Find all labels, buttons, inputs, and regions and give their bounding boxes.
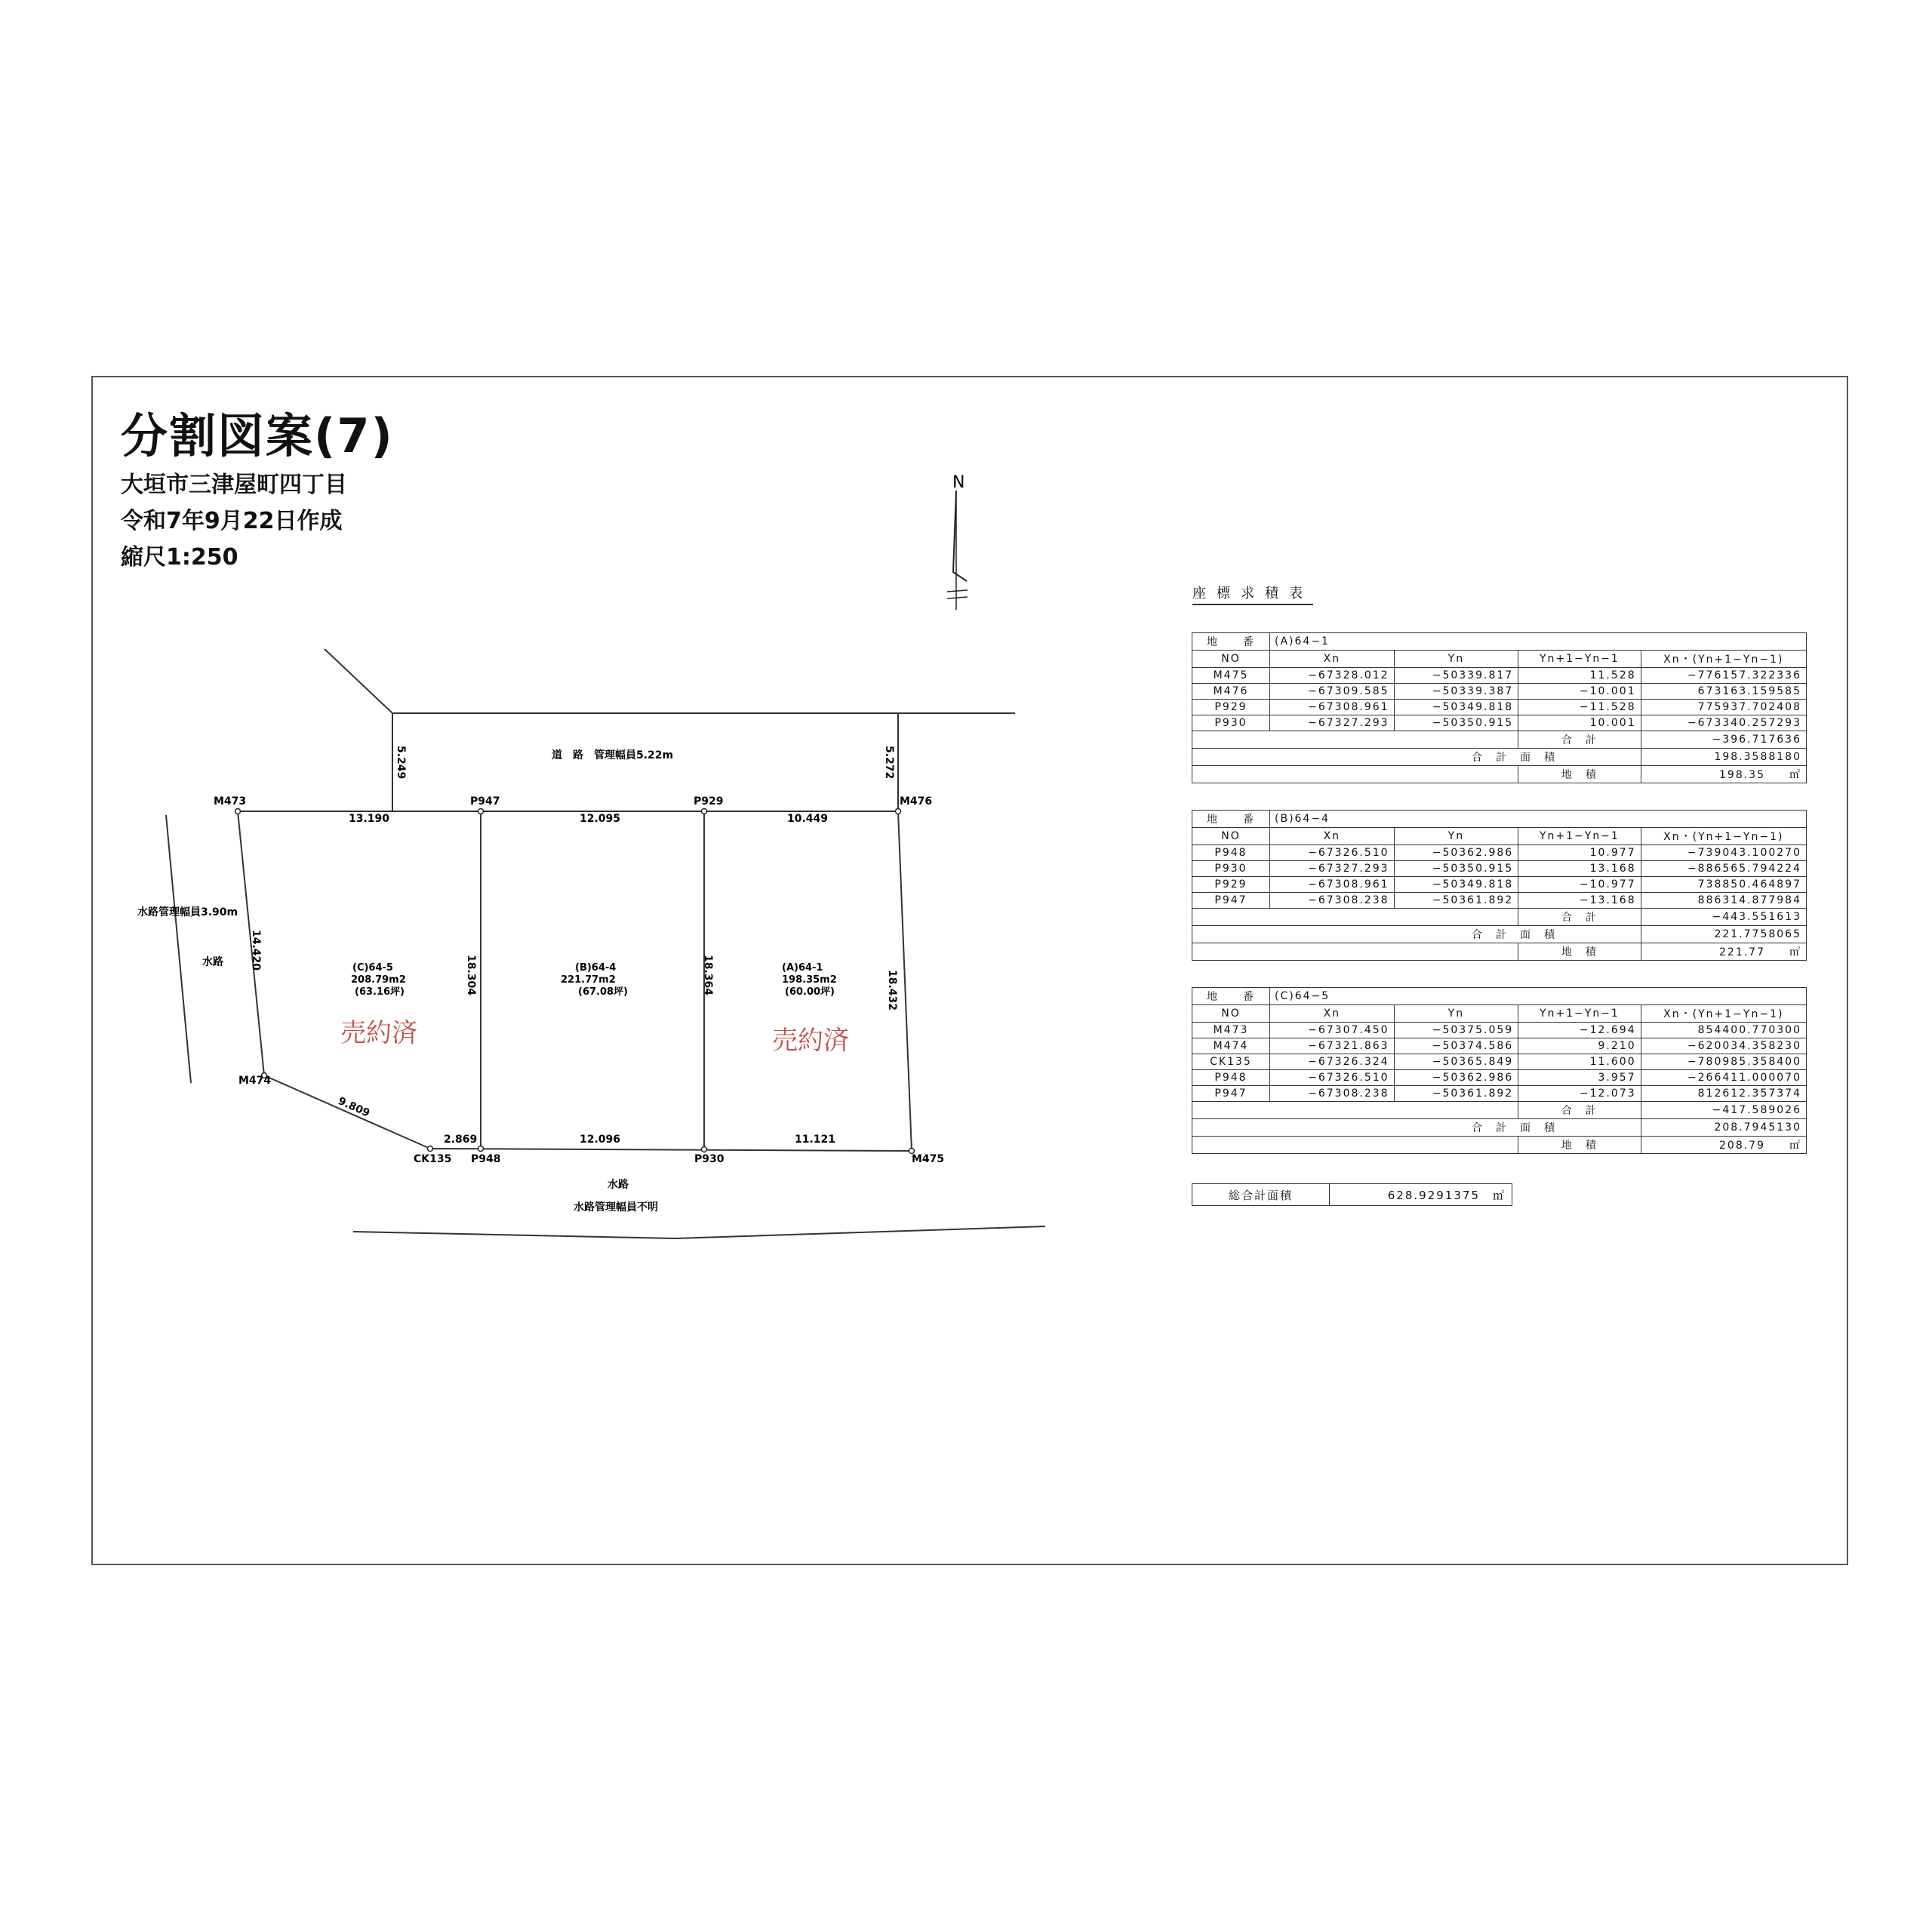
dim-top-1: 13.190 xyxy=(349,813,390,825)
north-arrow-icon xyxy=(947,473,968,610)
col-header: Yn xyxy=(1394,651,1518,668)
cell: −50374.586 xyxy=(1394,1038,1518,1054)
land-area-label: 地 積 xyxy=(1518,943,1641,961)
lot-number-cell: (B)64−4 xyxy=(1270,811,1807,828)
lot-a-tsubo: (60.00坪) xyxy=(785,986,835,998)
address-text: 大垣市三津屋町四丁目 xyxy=(121,472,347,498)
blank-cell xyxy=(1192,1137,1518,1154)
cell: −50362.986 xyxy=(1394,1070,1518,1086)
table-row xyxy=(1192,1023,1807,1038)
cell: −10.001 xyxy=(1518,684,1641,700)
cell: −50365.849 xyxy=(1394,1054,1518,1070)
point-label-m475: M475 xyxy=(912,1153,945,1165)
coordinate-table-title: 座標求積表 xyxy=(1192,583,1313,605)
cell: −67308.961 xyxy=(1270,877,1395,893)
area-unit: ㎡ xyxy=(1789,1140,1801,1152)
point-m476 xyxy=(896,809,901,814)
cell: −50361.892 xyxy=(1394,893,1518,909)
cell: −50375.059 xyxy=(1394,1023,1518,1038)
lot-bottom-boundary xyxy=(430,1149,912,1151)
waterway-bottom-edge xyxy=(353,1226,1045,1238)
point-label-m474: M474 xyxy=(238,1075,272,1087)
cell: −620034.358230 xyxy=(1641,1038,1806,1054)
point-ck135 xyxy=(428,1146,433,1152)
lot-c-info xyxy=(351,962,406,998)
col-header: NO xyxy=(1192,828,1270,845)
cell: −13.168 xyxy=(1518,893,1641,909)
grand-total-unit: ㎡ xyxy=(1492,1188,1506,1202)
table-row xyxy=(1192,1038,1807,1054)
lot-number-cell: (A)64−1 xyxy=(1270,633,1807,651)
cell: −50349.818 xyxy=(1394,700,1518,715)
lot-b-id: (B)64-4 xyxy=(575,962,617,974)
cell: 11.600 xyxy=(1518,1054,1641,1070)
lot-c-id: (C)64-5 xyxy=(352,962,393,974)
col-header: Yn+1−Yn−1 xyxy=(1518,828,1641,845)
col-header: Yn+1−Yn−1 xyxy=(1518,651,1641,668)
lot-b-info xyxy=(561,962,628,998)
cell: 673163.159585 xyxy=(1641,684,1806,700)
table-row xyxy=(1192,1054,1807,1070)
cell: −12.694 xyxy=(1518,1023,1641,1038)
col-header: Yn xyxy=(1394,828,1518,845)
cell: −11.528 xyxy=(1518,700,1641,715)
cell: −50350.915 xyxy=(1394,861,1518,877)
dim-mid-2: 18.364 xyxy=(702,955,714,996)
cell: −673340.257293 xyxy=(1641,715,1806,731)
col-header: Xn xyxy=(1270,828,1395,845)
cell: P947 xyxy=(1192,1086,1270,1102)
cell: −50339.387 xyxy=(1394,684,1518,700)
area-unit: ㎡ xyxy=(1789,946,1801,958)
cell: 9.210 xyxy=(1518,1038,1641,1054)
cell: P930 xyxy=(1192,715,1270,731)
point-label-p947: P947 xyxy=(470,795,500,808)
lot-header-cell: 地 番 xyxy=(1192,633,1270,651)
col-header: Yn+1−Yn−1 xyxy=(1518,1005,1641,1023)
waterway-left-width-label: 水路管理幅員3.90m xyxy=(137,906,238,918)
col-header: Xn・(Yn+1−Yn−1) xyxy=(1641,651,1806,668)
cell: P947 xyxy=(1192,893,1270,909)
lot-b-tsubo: (67.08坪) xyxy=(578,986,629,998)
lot-b-area: 221.77m2 xyxy=(561,974,616,986)
cell: M475 xyxy=(1192,668,1270,684)
cell: −67326.510 xyxy=(1270,845,1395,861)
cell: P930 xyxy=(1192,861,1270,877)
land-area-value: 221.77 xyxy=(1719,946,1765,958)
col-header: Yn xyxy=(1394,1005,1518,1023)
cell: P948 xyxy=(1192,845,1270,861)
land-area-label: 地 積 xyxy=(1518,1137,1641,1154)
col-header: Xn・(Yn+1−Yn−1) xyxy=(1641,828,1806,845)
total-area-label: 合 計 面 積 xyxy=(1192,1119,1641,1137)
cell: CK135 xyxy=(1192,1054,1270,1070)
north-label: N xyxy=(952,473,965,492)
table-row xyxy=(1192,684,1807,700)
dim-right: 18.432 xyxy=(886,970,898,1011)
lot-header-cell: 地 番 xyxy=(1192,811,1270,828)
blank-cell xyxy=(1192,731,1518,749)
coordinate-table-b xyxy=(1192,810,1807,961)
cell: −50350.915 xyxy=(1394,715,1518,731)
road-edge-diagonal xyxy=(325,649,392,713)
dim-road-left: 5.249 xyxy=(395,746,407,780)
total-area-label: 合 計 面 積 xyxy=(1192,749,1641,766)
lot-number-cell: (C)64−5 xyxy=(1270,988,1807,1005)
lot-c-tsubo: (63.16坪) xyxy=(355,986,405,998)
scale-text: 縮尺1:250 xyxy=(121,544,238,571)
point-label-p948: P948 xyxy=(471,1153,501,1165)
sold-stamp-lot-c: 売約済 xyxy=(340,1018,417,1048)
cell: 775937.702408 xyxy=(1641,700,1806,715)
grand-total-value: 628.9291375 xyxy=(1387,1188,1480,1202)
cell: −67308.238 xyxy=(1270,1086,1395,1102)
total-area-value: 208.7945130 xyxy=(1641,1119,1806,1137)
dim-bottom-2: 11.121 xyxy=(795,1134,836,1146)
cell: 854400.770300 xyxy=(1641,1023,1806,1038)
dim-left: 14.420 xyxy=(250,930,262,971)
land-area-value: 198.35 xyxy=(1719,769,1765,781)
total-area-value: 221.7758065 xyxy=(1641,926,1806,943)
waterway-bottom-width-label: 水路管理幅員不明 xyxy=(574,1201,658,1214)
point-p929 xyxy=(702,809,707,814)
cell: P929 xyxy=(1192,877,1270,893)
cell: −50361.892 xyxy=(1394,1086,1518,1102)
dim-diagonal: 9.809 xyxy=(336,1095,372,1120)
cell: 10.977 xyxy=(1518,845,1641,861)
land-area-label: 地 積 xyxy=(1518,766,1641,783)
lot-diagonal-boundary xyxy=(264,1075,430,1149)
col-header: NO xyxy=(1192,1005,1270,1023)
sum-label: 合 計 xyxy=(1518,731,1641,749)
cell: 11.528 xyxy=(1518,668,1641,684)
cell: M473 xyxy=(1192,1023,1270,1038)
grand-total-cell xyxy=(1330,1184,1512,1206)
waterway-left-label: 水路 xyxy=(202,956,223,968)
cell: M474 xyxy=(1192,1038,1270,1054)
blank-cell xyxy=(1192,766,1518,783)
cell: 10.001 xyxy=(1518,715,1641,731)
point-label-m473: M473 xyxy=(214,795,247,808)
table-row xyxy=(1192,845,1807,861)
cell: −67321.863 xyxy=(1270,1038,1395,1054)
point-m473 xyxy=(235,809,241,814)
col-header: NO xyxy=(1192,651,1270,668)
area-unit: ㎡ xyxy=(1789,769,1801,781)
col-header: Xn・(Yn+1−Yn−1) xyxy=(1641,1005,1806,1023)
cell: −67327.293 xyxy=(1270,715,1395,731)
dim-mid-1: 18.304 xyxy=(465,955,477,996)
cell: −50349.818 xyxy=(1394,877,1518,893)
cell: −67308.961 xyxy=(1270,700,1395,715)
table-row xyxy=(1192,893,1807,909)
cell: −739043.100270 xyxy=(1641,845,1806,861)
lot-c-area: 208.79m2 xyxy=(351,974,406,986)
waterway-bottom-label: 水路 xyxy=(608,1179,629,1191)
lot-a-id: (A)64-1 xyxy=(782,962,823,974)
sum-label: 合 計 xyxy=(1518,1102,1641,1119)
grand-total-table xyxy=(1192,1183,1512,1206)
cell: P929 xyxy=(1192,700,1270,715)
blank-cell xyxy=(1192,1102,1518,1119)
cell: −776157.322336 xyxy=(1641,668,1806,684)
cell: −67307.450 xyxy=(1270,1023,1395,1038)
cell: 3.957 xyxy=(1518,1070,1641,1086)
waterway-left-edge xyxy=(166,815,191,1083)
col-header: Xn xyxy=(1270,1005,1395,1023)
grand-total-label: 総合計面積 xyxy=(1192,1184,1330,1206)
cell: 738850.464897 xyxy=(1641,877,1806,893)
dim-bottom-1: 12.096 xyxy=(580,1134,621,1146)
cell: −12.073 xyxy=(1518,1086,1641,1102)
land-area-cell xyxy=(1641,943,1806,961)
point-label-ck135: CK135 xyxy=(414,1153,452,1165)
dim-bottom-0: 2.869 xyxy=(444,1134,478,1146)
point-label-p929: P929 xyxy=(694,795,724,808)
point-label-p930: P930 xyxy=(694,1153,724,1165)
lot-a-area: 198.35m2 xyxy=(782,974,837,986)
point-p930 xyxy=(702,1147,707,1152)
sum-value: −417.589026 xyxy=(1641,1102,1806,1119)
cell: −67326.510 xyxy=(1270,1070,1395,1086)
sold-stamp-lot-a: 売約済 xyxy=(772,1026,849,1056)
cell: −50362.986 xyxy=(1394,845,1518,861)
blank-cell xyxy=(1192,943,1518,961)
point-p947 xyxy=(478,809,484,814)
table-row xyxy=(1192,715,1807,731)
cell: M476 xyxy=(1192,684,1270,700)
date-text: 令和7年9月22日作成 xyxy=(121,508,343,534)
col-header: Xn xyxy=(1270,651,1395,668)
sum-value: −396.717636 xyxy=(1641,731,1806,749)
page-title: 分割図案(7) xyxy=(121,408,394,463)
table-row xyxy=(1192,1086,1807,1102)
cell: P948 xyxy=(1192,1070,1270,1086)
sum-label: 合 計 xyxy=(1518,909,1641,926)
lot-a-info xyxy=(782,962,837,998)
cell: −886565.794224 xyxy=(1641,861,1806,877)
point-label-m476: M476 xyxy=(900,795,933,808)
road-label: 道 路 管理幅員5.22m xyxy=(552,749,674,761)
dim-road-right: 5.272 xyxy=(883,746,895,780)
table-row xyxy=(1192,877,1807,893)
cell: −50339.817 xyxy=(1394,668,1518,684)
table-row xyxy=(1192,668,1807,684)
cell: −67308.238 xyxy=(1270,893,1395,909)
table-row xyxy=(1192,700,1807,715)
cell: −67328.012 xyxy=(1270,668,1395,684)
land-area-value: 208.79 xyxy=(1719,1140,1765,1152)
cell: −10.977 xyxy=(1518,877,1641,893)
total-area-value: 198.3588180 xyxy=(1641,749,1806,766)
blank-cell xyxy=(1192,909,1518,926)
land-area-cell xyxy=(1641,766,1806,783)
cell: 812612.357374 xyxy=(1641,1086,1806,1102)
dim-top-2: 12.095 xyxy=(580,813,621,825)
lot-right-boundary xyxy=(898,811,912,1151)
land-area-cell xyxy=(1641,1137,1806,1154)
cell: −780985.358400 xyxy=(1641,1054,1806,1070)
cell: −67309.585 xyxy=(1270,684,1395,700)
cell: 13.168 xyxy=(1518,861,1641,877)
sum-value: −443.551613 xyxy=(1641,909,1806,926)
cell: 886314.877984 xyxy=(1641,893,1806,909)
cell: −67327.293 xyxy=(1270,861,1395,877)
coordinate-table-c xyxy=(1192,987,1807,1154)
table-row xyxy=(1192,1070,1807,1086)
cell: −67326.324 xyxy=(1270,1054,1395,1070)
total-area-label: 合 計 面 積 xyxy=(1192,926,1641,943)
dim-top-3: 10.449 xyxy=(787,813,829,825)
point-p948 xyxy=(478,1146,484,1152)
table-row xyxy=(1192,861,1807,877)
lot-header-cell: 地 番 xyxy=(1192,988,1270,1005)
coordinate-table-a xyxy=(1192,632,1807,783)
cell: −266411.000070 xyxy=(1641,1070,1806,1086)
